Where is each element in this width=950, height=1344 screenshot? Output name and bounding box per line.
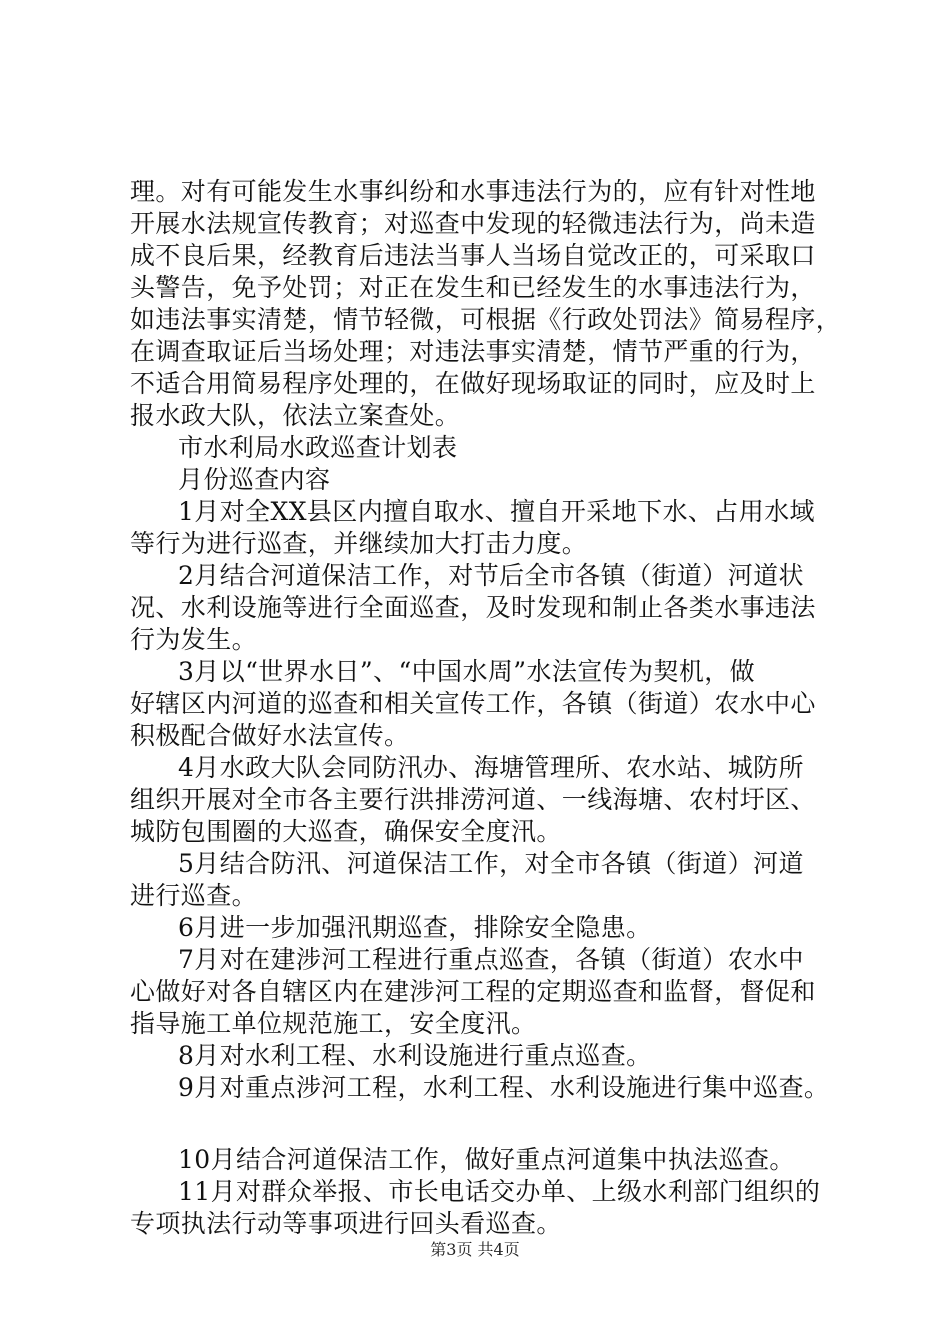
text-line: 积极配合做好水法宣传。 [130, 721, 410, 750]
page-footer: 第3页 共4页 [430, 1240, 520, 1259]
text-line: 如违法事实清楚，情节轻微，可根据《行政处罚法》简易程序， [130, 305, 842, 334]
text-line: 专项执法行动等事项进行回头看巡查。 [130, 1209, 562, 1238]
text-line: 5月结合防汛、河道保洁工作，对全市各镇（街道）河道 [178, 849, 804, 878]
text-line: 10月结合河道保洁工作，做好重点河道集中执法巡查。 [178, 1145, 795, 1174]
text-line: 6月进一步加强汛期巡查，排除安全隐患。 [178, 913, 652, 942]
text-line: 8月对水利工程、水利设施进行重点巡查。 [178, 1041, 652, 1070]
text-line: 指导施工单位规范施工，安全度汛。 [130, 1009, 537, 1038]
text-line: 报水政大队，依法立案查处。 [130, 401, 461, 430]
text-line: 1月对全XX县区内擅自取水、擅自开采地下水、占用水域 [178, 497, 815, 526]
text-line: 在调查取证后当场处理；对违法事实清楚，情节严重的行为， [130, 337, 816, 366]
text-line: 7月对在建涉河工程进行重点巡查，各镇（街道）农水中 [178, 945, 804, 974]
text-line: 理。对有可能发生水事纠纷和水事违法行为的，应有针对性地 [130, 177, 816, 206]
text-line: 行为发生。 [130, 625, 258, 654]
text-line: 等行为进行巡查，并继续加大打击力度。 [130, 529, 588, 558]
text-line: 不适合用简易程序处理的，在做好现场取证的同时，应及时上 [130, 369, 816, 398]
text-line: 进行巡查。 [130, 881, 258, 910]
text-line: 4月水政大队会同防汛办、海塘管理所、农水站、城防所 [178, 753, 804, 782]
text-line: 11月对群众举报、市长电话交办单、上级水利部门组织的 [178, 1177, 821, 1206]
document-body [130, 176, 842, 1240]
text-line: 成不良后果，经教育后违法当事人当场自觉改正的，可采取口 [130, 241, 816, 270]
text-line: 3月以“世界水日”、“中国水周”水法宣传为契机，做 [178, 657, 756, 686]
text-line: 头警告，免予处罚；对正在发生和已经发生的水事违法行为， [130, 273, 816, 302]
text-line: 开展水法规宣传教育；对巡查中发现的轻微违法行为，尚未造 [130, 209, 816, 238]
text-line: 城防包围圈的大巡查，确保安全度汛。 [130, 817, 562, 846]
text-line: 2月结合河道保洁工作，对节后全市各镇（街道）河道状 [178, 561, 804, 590]
text-line: 月份巡查内容 [178, 465, 331, 494]
text-line: 市水利局水政巡查计划表 [178, 433, 458, 462]
text-line: 9月对重点涉河工程，水利工程、水利设施进行集中巡查。 [178, 1073, 830, 1102]
text-line: 心做好对各自辖区内在建涉河工程的定期巡查和监督，督促和 [130, 977, 816, 1006]
text-line: 组织开展对全市各主要行洪排涝河道、一线海塘、农村圩区、 [130, 785, 816, 814]
paragraph-gap [130, 1104, 842, 1144]
text-line: 好辖区内河道的巡查和相关宣传工作，各镇（街道）农水中心 [130, 689, 816, 718]
text-line: 况、水利设施等进行全面巡查，及时发现和制止各类水事违法 [130, 593, 816, 622]
